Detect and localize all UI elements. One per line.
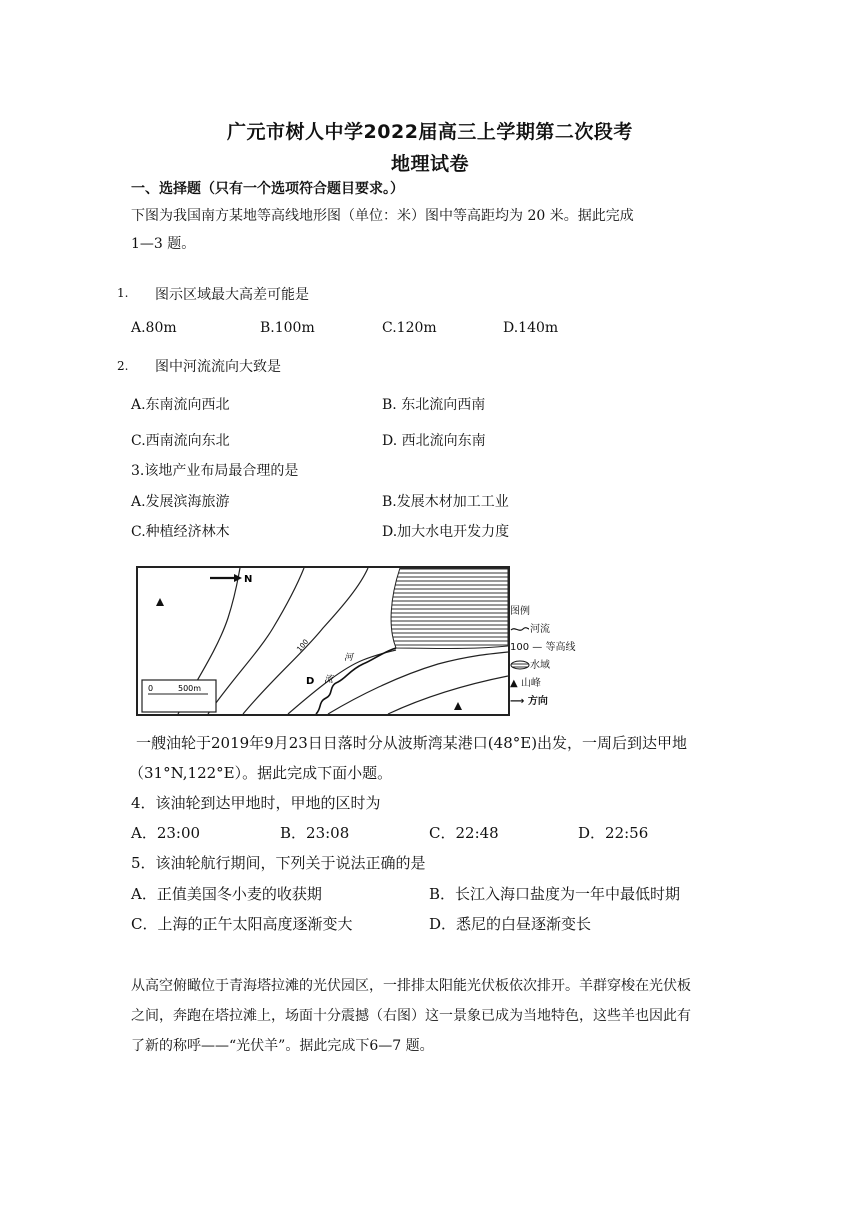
question-4-option-b: B．23:08 [280, 824, 350, 842]
legend-river [510, 620, 550, 635]
legend-contour: 100 — 等高线 [510, 642, 576, 653]
north-label: N [244, 574, 253, 585]
question-2-option-c: C.西南流向东北 [131, 433, 230, 449]
legend-water-label: 水域 [530, 660, 550, 671]
question-1-text: 图示区域最大高差可能是 [155, 287, 309, 303]
question-4-option-a: A．23:00 [131, 824, 201, 842]
question-2-text: 图中河流流向大致是 [155, 359, 281, 375]
legend-peak-label: 山峰 [520, 678, 541, 689]
contour-line [288, 650, 396, 714]
question-1-number: 1. [117, 286, 129, 300]
legend-direction-label: 方向 [527, 696, 548, 707]
map-legend [508, 600, 598, 712]
passage2-line-1: 一艘油轮于2019年9月23日日落时分从波斯湾某港口(48°E)出发，一周后到达甲地 [136, 734, 688, 752]
passage3-line-2: 之间，奔跑在塔拉滩上，场面十分震撼（右图）这一景象已成为当地特色，这些羊也因此有 [131, 1008, 691, 1024]
legend-peak [510, 674, 541, 689]
question-5-option-a: A．正值美国冬小麦的收获期 [131, 885, 322, 903]
question-1-option-c: C.120m [382, 320, 437, 336]
question-2-option-b: B. 东北流向西南 [382, 397, 486, 413]
contour-line [208, 568, 304, 714]
contour-map [136, 566, 510, 716]
contour-line [388, 676, 508, 714]
question-3-option-a: A.发展滨海旅游 [131, 494, 230, 510]
contour-value-label: 100 [295, 637, 311, 654]
question-3-option-b: B.发展木材加工工业 [382, 494, 509, 510]
exam-title: 广元市树人中学2022届高三上学期第二次段考 [227, 121, 633, 143]
legend-direction [510, 692, 548, 707]
question-4-text: 4．该油轮到达甲地时，甲地的区时为 [131, 794, 381, 812]
passage2-line-2: （31°N,122°E）。据此完成下面小题。 [129, 764, 393, 782]
river-char-1: 河 [344, 653, 354, 663]
question-2-option-a: A.东南流向西北 [131, 397, 230, 413]
scale-zero: 0 [148, 684, 154, 693]
question-5-option-c: C．上海的正午太阳高度逐渐变大 [131, 915, 353, 933]
intro-line-1: 下图为我国南方某地等高线地形图（单位：米）图中等高距均为 20 米。据此完成 [131, 208, 634, 224]
water-area [391, 568, 508, 649]
question-4-option-c: C．22:48 [429, 824, 499, 842]
exam-subtitle: 地理试卷 [390, 153, 469, 175]
peak-icon [454, 702, 462, 710]
question-4-option-d: D．22:56 [578, 824, 649, 842]
question-5-text: 5．该油轮航行期间，下列关于说法正确的是 [131, 854, 426, 872]
question-1-option-a: A.80m [131, 320, 177, 336]
river-char-2: 流 [324, 675, 334, 685]
peak-legend-icon: ▲ [510, 678, 521, 689]
question-3-option-d: D.加大水电开发力度 [382, 524, 510, 540]
question-2-number: 2. [117, 359, 129, 373]
point-d-label: D [306, 676, 315, 687]
question-3-option-c: C.种植经济林木 [131, 524, 230, 540]
scale-label: 500m [178, 684, 202, 693]
intro-line-2: 1—3 题。 [131, 236, 196, 252]
section-heading: 一、选择题（只有一个选项符合题目要求。） [131, 181, 404, 197]
legend-contour-label: 等高线 [545, 642, 576, 653]
passage3-line-3: 了新的称呼——“光伏羊”。据此完成下6—7 题。 [131, 1038, 434, 1054]
river-legend-icon [510, 624, 530, 634]
question-3-text: 3.该地产业布局最合理的是 [131, 463, 299, 479]
legend-river-label: 河流 [530, 624, 550, 635]
contour-map-drawing [138, 568, 508, 714]
question-1-option-d: D.140m [503, 320, 559, 336]
passage3-line-1: 从高空俯瞰位于青海塔拉滩的光伏园区，一排排太阳能光伏板依次排开。羊群穿梭在光伏板 [131, 978, 691, 994]
arrow-right-icon: ⟶ [510, 696, 528, 707]
question-5-option-d: D．悉尼的白昼逐渐变长 [429, 915, 592, 933]
legend-contour-value: 100 [510, 642, 530, 653]
water-legend-icon [510, 660, 530, 670]
peak-icon [156, 598, 164, 606]
question-2-option-d: D. 西北流向东南 [382, 433, 486, 449]
question-5-option-b: B．长江入海口盐度为一年中最低时期 [429, 885, 681, 903]
question-1-option-b: B.100m [260, 320, 315, 336]
legend-title: 图例 [510, 606, 530, 617]
legend-water [510, 656, 550, 671]
contour-line [328, 652, 508, 714]
